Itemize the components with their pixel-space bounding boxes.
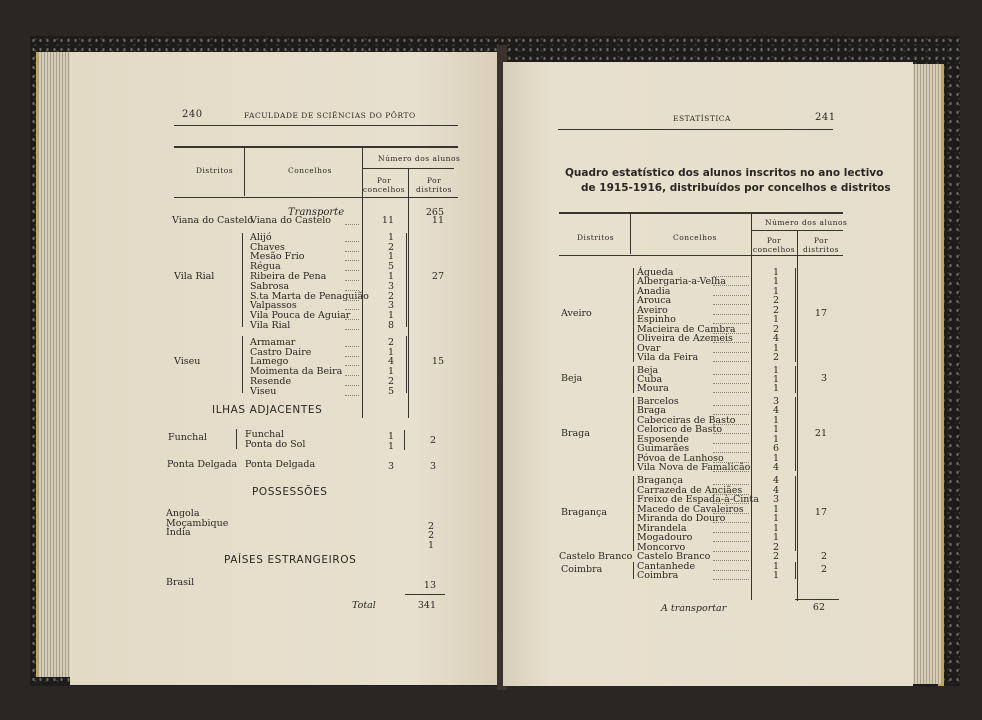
leader-dots xyxy=(713,532,749,533)
col-header-por-concelhos: Por concelhos xyxy=(752,236,796,254)
col-header-concelhos: Concelhos xyxy=(673,233,717,242)
brace xyxy=(406,233,407,327)
count-value: 4 xyxy=(772,333,779,345)
count-value: 6 xyxy=(772,443,779,455)
district-total: 2 xyxy=(820,551,827,563)
brace xyxy=(633,476,634,551)
concelho-name: Braga xyxy=(637,405,666,417)
leader-dots xyxy=(345,319,359,320)
brace xyxy=(795,397,796,472)
concelho-name: Ponta Delgada xyxy=(245,459,316,470)
leader-dots xyxy=(713,342,749,343)
district-total: 17 xyxy=(814,308,827,320)
concelho-name: Águeda xyxy=(637,267,674,278)
col-header-por-distritos: Por distritos xyxy=(416,176,452,194)
leader-dots xyxy=(713,560,749,561)
count-value: 1 xyxy=(772,285,779,297)
district-total: 11 xyxy=(431,215,444,226)
table-top-rule xyxy=(559,212,843,214)
count-value: 1 xyxy=(387,251,394,263)
count-value: 1 xyxy=(387,431,394,442)
count-value: 1 xyxy=(772,433,779,445)
left-page xyxy=(70,52,500,685)
leader-dots xyxy=(345,280,359,281)
concelho-name: Arouca xyxy=(637,295,672,307)
concelho-name: Moimenta da Beira xyxy=(250,366,343,378)
leader-dots xyxy=(713,361,749,362)
section-possessoes: POSSESSÕES xyxy=(252,486,328,498)
col-sep-1 xyxy=(244,148,245,196)
count-value: 1 xyxy=(387,310,394,322)
brace xyxy=(633,562,634,580)
transportar-label: A transportar xyxy=(661,603,727,614)
count-value: 1 xyxy=(387,441,394,452)
concelho-name: Funchal xyxy=(245,429,284,440)
concelho-name: Ovar xyxy=(637,342,661,354)
concelho-name: Oliveira de Azemeis xyxy=(637,333,733,345)
count-value: 1 xyxy=(772,364,779,376)
leader-dots xyxy=(713,405,749,406)
right-page xyxy=(503,62,913,686)
transporte-value: 265 xyxy=(425,207,444,218)
concelho-name: Celorico de Basto xyxy=(637,424,723,436)
leader-dots xyxy=(713,314,749,315)
col-header-numero: Número dos alunos xyxy=(765,218,848,227)
count-value: 1 xyxy=(772,342,779,354)
district-name: Coimbra xyxy=(561,563,603,575)
leader-dots xyxy=(713,352,749,353)
leader-dots xyxy=(713,433,749,434)
concelho-name: Moura xyxy=(637,383,669,395)
district-name: Ponta Delgada xyxy=(167,459,238,470)
concelho-name: Mogadouro xyxy=(637,532,693,544)
district-name: Bragança xyxy=(561,507,608,519)
concelho-name: Vila da Feira xyxy=(637,352,699,364)
running-head: FACULDADE DE SCIÊNCIAS DO PÔRTO xyxy=(244,111,416,120)
count-value: 2 xyxy=(772,323,779,335)
page-stack-left xyxy=(38,52,70,677)
leader-dots xyxy=(345,395,359,396)
count-value: 1 xyxy=(387,366,394,378)
district-total: 27 xyxy=(431,271,444,282)
district-name: Castelo Branco xyxy=(559,551,633,563)
col-header-por-distritos: Por distritos xyxy=(803,236,839,254)
col-header-numero: Número dos alunos xyxy=(378,154,461,163)
district-total: 2 xyxy=(820,563,827,575)
concelho-name: Bragança xyxy=(637,475,684,487)
count-value: 1 xyxy=(387,231,394,243)
leader-dots xyxy=(713,392,749,393)
count-value: 1 xyxy=(772,560,779,572)
district-total: 2 xyxy=(429,435,436,446)
leader-dots xyxy=(345,270,359,271)
district-name: Braga xyxy=(561,427,590,439)
leader-dots xyxy=(713,471,749,472)
leader-dots xyxy=(713,579,749,580)
count-value: 1 xyxy=(772,569,779,581)
district-total: 21 xyxy=(814,427,827,439)
count-value: 2 xyxy=(772,304,779,316)
header-rule xyxy=(558,129,833,130)
count-value: 11 xyxy=(381,215,394,226)
leader-dots xyxy=(713,304,749,305)
brace xyxy=(633,366,634,393)
district-name: Viseu xyxy=(174,356,201,368)
concelho-name: Armamar xyxy=(250,336,296,348)
possession-name: Índia xyxy=(166,527,191,538)
total-label: Total xyxy=(352,600,376,611)
brace xyxy=(406,336,407,393)
count-value: 1 xyxy=(772,503,779,515)
leader-dots xyxy=(713,443,749,444)
count-value: 5 xyxy=(387,261,394,273)
leader-dots xyxy=(713,570,749,571)
leader-dots xyxy=(345,365,359,366)
count-value: 1 xyxy=(387,271,394,282)
leader-dots xyxy=(713,295,749,296)
leader-dots xyxy=(713,374,749,375)
count-value: 2 xyxy=(387,241,394,253)
count-value: 1 xyxy=(772,532,779,544)
brace xyxy=(795,268,796,362)
running-head: ESTATÍSTICA xyxy=(673,114,731,123)
page-number: 241 xyxy=(815,112,836,123)
col-header-por-concelhos: Por concelhos xyxy=(362,176,406,194)
header-bottom-rule xyxy=(174,197,458,198)
count-value: 1 xyxy=(772,314,779,326)
count-value: 1 xyxy=(772,267,779,278)
leader-dots xyxy=(713,551,749,552)
concelho-name: S.ta Marta de Penaguião xyxy=(250,290,369,302)
possession-total: 1 xyxy=(427,539,434,551)
concelho-name: Vila Pouca de Aguiar xyxy=(250,310,351,322)
count-value: 4 xyxy=(772,475,779,487)
concelho-name: Chaves xyxy=(250,241,285,253)
count-value: 1 xyxy=(772,424,779,436)
count-value: 2 xyxy=(387,376,394,387)
total-rule xyxy=(405,594,445,595)
count-value: 2 xyxy=(772,295,779,307)
count-value: 1 xyxy=(772,373,779,385)
possession-total: 2 xyxy=(427,520,434,532)
count-value: 1 xyxy=(772,452,779,464)
brace xyxy=(795,562,796,580)
district-total: 3 xyxy=(429,461,436,472)
count-value: 2 xyxy=(772,352,779,364)
concelho-name: Cantanhede xyxy=(637,560,696,572)
district-total: 15 xyxy=(431,356,444,368)
concelho-name: Anadia xyxy=(637,285,671,297)
concelho-name: Macieira de Cambra xyxy=(637,323,736,335)
district-name: Beja xyxy=(561,372,583,384)
concelho-name: Aveiro xyxy=(637,304,668,316)
transportar-value: 62 xyxy=(812,602,825,613)
col-header-distritos: Distritos xyxy=(196,166,234,175)
count-value: 2 xyxy=(387,290,394,302)
leader-dots xyxy=(345,385,359,386)
concelho-name: Coimbra xyxy=(637,569,679,581)
count-value: 4 xyxy=(772,484,779,496)
concelho-name: Mirandela xyxy=(637,522,687,534)
col-header-concelhos: Concelhos xyxy=(288,166,332,175)
brace xyxy=(633,397,634,472)
count-value: 3 xyxy=(387,300,394,312)
concelho-name: Ribeira de Pena xyxy=(250,271,327,282)
leader-dots xyxy=(713,383,749,384)
concelho-name: Régua xyxy=(250,261,281,273)
header-bottom-rule xyxy=(559,255,843,256)
col-sep-3 xyxy=(408,168,409,418)
count-value: 3 xyxy=(772,494,779,506)
brace xyxy=(242,233,243,327)
country-total: 13 xyxy=(423,580,436,591)
brace xyxy=(795,366,796,393)
district-total: 17 xyxy=(814,507,827,519)
leader-dots xyxy=(345,375,359,376)
count-value: 8 xyxy=(387,320,394,331)
col-sep-2 xyxy=(362,148,363,418)
header-rule xyxy=(174,125,458,126)
count-value: 2 xyxy=(772,551,779,563)
concelho-name: Mesão Frio xyxy=(250,251,305,263)
concelho-name: Póvoa de Lanhoso xyxy=(637,452,724,464)
leader-dots xyxy=(345,241,359,242)
concelho-name: Barcelos xyxy=(637,395,679,407)
page-number: 240 xyxy=(182,109,203,120)
district-name: Viana do Castelo xyxy=(172,215,254,226)
page-stack-right xyxy=(912,64,942,684)
concelho-name: Viana do Castelo xyxy=(250,215,332,226)
count-value: 3 xyxy=(772,395,779,407)
leader-dots xyxy=(713,285,749,286)
concelho-name: Esposende xyxy=(637,433,689,445)
table-title-line1: Quadro estatístico dos alunos inscritos no ano lectivo xyxy=(565,167,884,179)
leader-dots xyxy=(345,356,359,357)
transporte-label: Transporte xyxy=(288,207,345,218)
concelho-name: Ponta do Sol xyxy=(245,439,306,450)
brace xyxy=(242,336,243,393)
count-value: 4 xyxy=(772,462,779,473)
leader-dots xyxy=(345,224,359,225)
concelho-name: Albergaria-a-Velha xyxy=(637,276,726,288)
concelho-name: Castelo Branco xyxy=(637,551,711,563)
count-value: 4 xyxy=(772,405,779,417)
leader-dots xyxy=(345,260,359,261)
concelho-name: Lamego xyxy=(250,356,289,368)
section-estrangeiros: PAÍSES ESTRANGEIROS xyxy=(224,554,357,566)
concelho-name: Carrazeda de Anciães xyxy=(637,484,743,496)
concelho-name: Macedo de Cavaleiros xyxy=(637,503,744,515)
count-value: 3 xyxy=(387,461,394,472)
col-sep-2 xyxy=(751,214,752,600)
count-value: 1 xyxy=(387,346,394,358)
possession-name: Moçambique xyxy=(166,517,229,529)
brace xyxy=(236,429,237,449)
concelho-name: Viseu xyxy=(250,385,277,397)
count-value: 2 xyxy=(772,541,779,553)
concelho-name: Espinho xyxy=(637,314,676,326)
concelho-name: Castro Daire xyxy=(250,346,312,358)
count-value: 1 xyxy=(772,522,779,534)
count-value: 2 xyxy=(387,336,394,348)
count-value: 5 xyxy=(387,385,394,397)
district-name: Vila Rial xyxy=(174,271,215,282)
concelho-name: Miranda do Douro xyxy=(637,513,726,525)
total-value: 341 xyxy=(417,600,436,611)
country-name: Brasil xyxy=(166,577,195,588)
concelho-name: Valpassos xyxy=(250,300,297,312)
brace xyxy=(795,476,796,551)
count-value: 1 xyxy=(772,513,779,525)
leader-dots xyxy=(713,541,749,542)
leader-dots xyxy=(345,300,359,301)
col-header-distritos: Distritos xyxy=(577,233,615,242)
concelho-name: Guimarães xyxy=(637,443,690,455)
concelho-name: Vila Nova de Famalicão xyxy=(637,462,751,473)
possession-total: 2 xyxy=(427,530,434,541)
concelho-name: Resende xyxy=(250,376,292,387)
concelho-name: Freixo de Espada-à-Cinta xyxy=(637,494,759,506)
count-value: 3 xyxy=(387,280,394,292)
table-top-rule xyxy=(174,146,458,148)
section-ilhas: ILHAS ADJACENTES xyxy=(212,404,323,416)
concelho-name: Sabrosa xyxy=(250,280,290,292)
concelho-name: Cabeceiras de Basto xyxy=(637,414,736,426)
district-total: 3 xyxy=(820,372,827,384)
brace xyxy=(404,430,405,450)
concelho-name: Cuba xyxy=(637,373,663,385)
count-value: 4 xyxy=(387,356,394,368)
leader-dots xyxy=(345,251,359,252)
district-name: Aveiro xyxy=(561,308,592,320)
col-sep-3 xyxy=(797,231,798,601)
concelho-name: Moncorvo xyxy=(637,541,686,553)
leader-dots xyxy=(345,346,359,347)
concelho-name: Alijó xyxy=(250,231,272,243)
count-value: 1 xyxy=(772,276,779,288)
total-rule xyxy=(795,599,839,600)
leader-dots xyxy=(345,329,359,330)
col-sep-1 xyxy=(630,214,631,254)
leader-dots xyxy=(713,522,749,523)
concelho-name: Beja xyxy=(637,364,659,376)
count-value: 1 xyxy=(772,383,779,395)
table-title-line2: de 1915-1916, distribuídos por concelhos e distritos xyxy=(581,182,891,194)
count-value: 1 xyxy=(772,414,779,426)
district-name: Funchal xyxy=(168,432,207,443)
possession-name: Angola xyxy=(166,508,200,519)
brace xyxy=(633,268,634,362)
concelho-name: Vila Rial xyxy=(250,320,291,331)
